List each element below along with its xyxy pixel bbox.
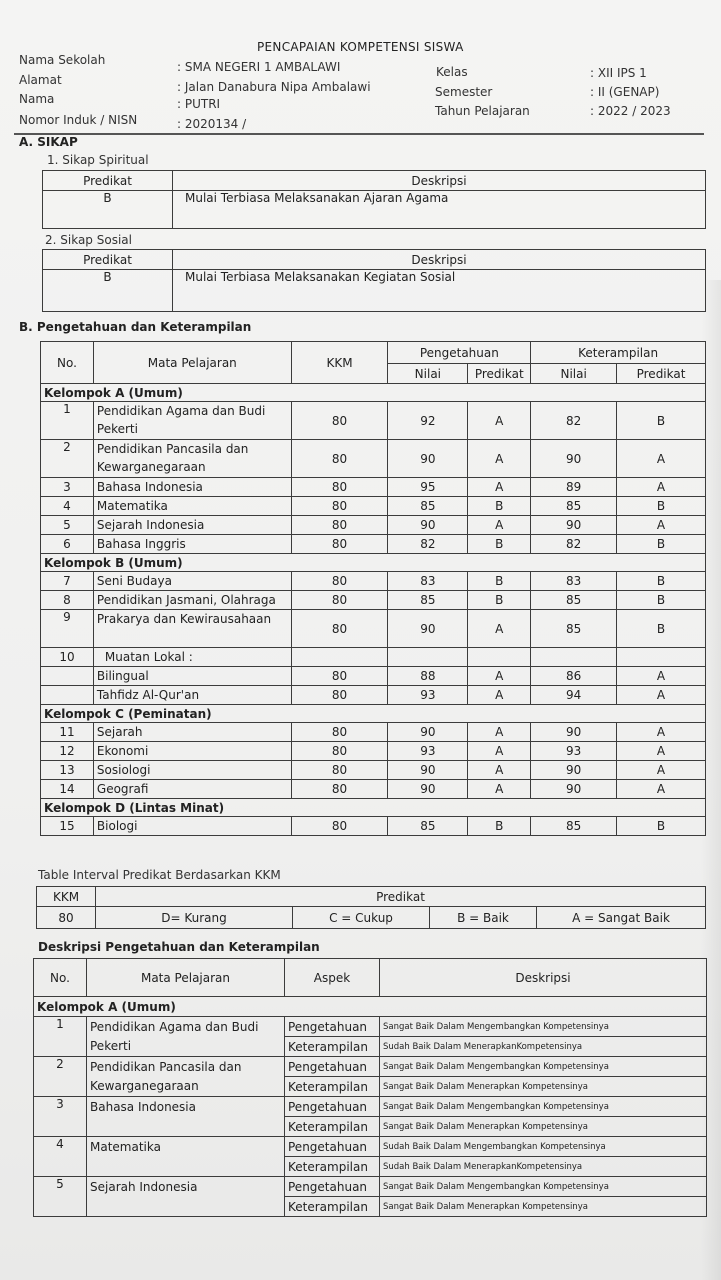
desc-mapel-line2: Pekerti [87,1037,285,1057]
section-pengetahuan-heading: B. Pengetahuan dan Keterampilan [19,320,252,334]
grade-p-nilai: 93 [388,742,468,761]
grade-k-predikat: B [617,817,706,836]
grade-k-nilai: 94 [531,686,617,705]
grade-mapel-line1: Seni Budaya [96,574,172,588]
grade-k-predikat: B [617,610,706,648]
desc-aspek-keterampilan: Keterampilan [285,1157,380,1177]
desc-header-mapel: Mata Pelajaran [87,959,285,997]
grade-k-nilai: 85 [531,497,617,516]
section-sikap-heading: A. SIKAP [19,135,78,149]
grade-mapel [93,817,291,836]
grade-mapel [93,780,291,799]
grade-k-predikat: B [617,572,706,591]
grade-no: 12 [41,742,94,761]
grade-kkm: 80 [291,667,388,686]
grade-k-nilai: 83 [531,572,617,591]
desc-no: 2 [34,1057,87,1097]
grade-mapel [93,572,291,591]
desc-aspek-pengetahuan: Pengetahuan [285,1177,380,1197]
grade-p-nilai [388,648,468,667]
grade-mapel-line1: Pendidikan Jasmani, Olahraga [96,593,276,607]
deskripsi-title: Deskripsi Pengetahuan dan Keterampilan [38,940,320,954]
grade-mapel-line1: Pendidikan Pancasila dan [96,442,249,456]
grade-mapel-line1: Sejarah [96,725,143,739]
grade-mapel-line2: Pekerti [96,422,138,436]
sikap-sosial-table [42,249,706,312]
interval-col-kkm: KKM [37,887,96,907]
desc-mapel-line1: Bahasa Indonesia [87,1097,285,1117]
grade-mapel [93,667,291,686]
grade-no [41,686,94,705]
header-p-predikat: Predikat [468,364,531,384]
grade-k-nilai: 82 [531,402,617,440]
desc-deskripsi-pengetahuan: Sangat Baik Dalam Mengembangkan Kompetensinya [380,1017,707,1037]
grade-row [41,535,706,554]
grade-mapel-line1: Matematika [96,499,168,513]
header-k-nilai: Nilai [531,364,617,384]
grade-no: 15 [41,817,94,836]
desc-header-no: No. [34,959,87,997]
grade-row [41,402,706,440]
grade-p-nilai: 85 [388,817,468,836]
grade-mapel [93,440,291,478]
grade-k-nilai: 93 [531,742,617,761]
grade-p-predikat: A [468,440,531,478]
grade-mapel-line1: Bahasa Inggris [96,537,186,551]
header-keterampilan: Keterampilan [531,342,706,364]
interval-col-predikat: Predikat [96,887,706,907]
group-row: Kelompok D (Lintas Minat) [41,799,706,817]
grade-mapel-line1: Geografi [96,782,149,796]
label-alamat: Alamat [19,73,62,87]
grade-p-nilai: 82 [388,535,468,554]
grade-p-predikat: A [468,667,531,686]
grade-row [41,478,706,497]
desc-mapel-line2 [87,1117,285,1137]
grade-p-nilai: 88 [388,667,468,686]
grade-p-nilai: 95 [388,478,468,497]
grade-k-nilai: 90 [531,723,617,742]
sikap-spiritual-table [42,170,706,229]
sosial-deskripsi: Mulai Terbiasa Melaksanakan Kegiatan Sosial [173,270,706,312]
col-predikat: Predikat [43,250,173,270]
header-kkm: KKM [291,342,388,384]
desc-aspek-keterampilan: Keterampilan [285,1197,380,1217]
grade-mapel [93,723,291,742]
grade-mapel [93,761,291,780]
grade-mapel [93,478,291,497]
deskripsi-table [33,958,707,1217]
desc-aspek-pengetahuan: Pengetahuan [285,1017,380,1037]
grade-k-nilai: 90 [531,516,617,535]
header-mapel: Mata Pelajaran [93,342,291,384]
desc-no: 4 [34,1137,87,1177]
grade-mapel-line1: Bilingual [96,669,149,683]
grade-row [41,742,706,761]
desc-aspek-pengetahuan: Pengetahuan [285,1057,380,1077]
grade-p-predikat: A [468,686,531,705]
grade-p-nilai: 90 [388,723,468,742]
desc-mapel-line2 [87,1197,285,1217]
desc-aspek-pengetahuan: Pengetahuan [285,1097,380,1117]
value-kelas: : XII IPS 1 [590,66,647,80]
grade-kkm: 80 [291,723,388,742]
label-nisn: Nomor Induk / NISN [19,113,138,127]
header-divider [14,133,704,135]
grade-k-predikat [617,648,706,667]
desc-aspek-keterampilan: Keterampilan [285,1117,380,1137]
grade-kkm: 80 [291,817,388,836]
grade-k-predikat: B [617,497,706,516]
grade-k-nilai: 85 [531,817,617,836]
grades-body [41,384,706,836]
grade-k-predikat: B [617,591,706,610]
grade-mapel-line1: Sejarah Indonesia [96,518,205,532]
label-semester: Semester [435,85,493,99]
grade-k-predikat: A [617,440,706,478]
value-alamat: : Jalan Danabura Nipa Ambalawi [177,80,371,94]
grade-k-predikat: A [617,478,706,497]
grade-row [41,572,706,591]
grade-mapel-line1: Sosiologi [96,763,151,777]
grade-mapel-line1: Biologi [96,819,138,833]
grade-row [41,761,706,780]
grade-k-nilai: 85 [531,610,617,648]
grade-row [41,686,706,705]
grade-k-nilai: 85 [531,591,617,610]
grades-table [40,341,706,836]
grade-p-nilai: 93 [388,686,468,705]
grade-k-predikat: A [617,516,706,535]
grade-mapel [93,648,291,667]
grade-k-nilai: 90 [531,780,617,799]
grade-kkm: 80 [291,402,388,440]
grade-p-nilai: 90 [388,761,468,780]
grade-mapel-line1: Bahasa Indonesia [96,480,203,494]
value-nama: : PUTRI [177,97,221,111]
sikap-sosial-label: 2. Sikap Sosial [45,233,132,247]
desc-aspek-pengetahuan: Pengetahuan [285,1137,380,1157]
grade-row [41,440,706,478]
desc-mapel-line1: Sejarah Indonesia [87,1177,285,1197]
grade-mapel-line1: Muatan Lokal : [104,650,193,664]
desc-deskripsi-pengetahuan: Sangat Baik Dalam Mengembangkan Kompetensinya [380,1177,707,1197]
group-row: Kelompok A (Umum) [41,384,706,402]
grade-p-predikat [468,648,531,667]
grade-p-predikat: A [468,761,531,780]
col-deskripsi: Deskripsi [173,171,706,191]
grade-p-nilai: 92 [388,402,468,440]
grade-p-predikat: B [468,572,531,591]
label-kelas: Kelas [436,65,468,79]
grade-k-nilai: 90 [531,761,617,780]
grade-no: 14 [41,780,94,799]
grade-mapel [93,516,291,535]
grade-p-predikat: A [468,780,531,799]
desc-deskripsi-keterampilan: Sangat Baik Dalam Menerapkan Kompetensinya [380,1197,707,1217]
desc-mapel-line1: Pendidikan Pancasila dan [87,1057,285,1077]
grade-p-predikat: A [468,610,531,648]
grade-no: 7 [41,572,94,591]
grade-p-predikat: B [468,817,531,836]
interval-a: A = Sangat Baik [537,907,706,929]
grade-k-predikat: B [617,535,706,554]
grade-kkm: 80 [291,572,388,591]
grade-row [41,723,706,742]
grade-k-nilai: 89 [531,478,617,497]
desc-mapel-line1: Matematika [87,1137,285,1157]
value-nama-sekolah: : SMA NEGERI 1 AMBALAWI [177,60,341,74]
grade-p-predikat: A [468,723,531,742]
grade-kkm: 80 [291,516,388,535]
grade-kkm: 80 [291,535,388,554]
grade-p-predikat: B [468,591,531,610]
grade-row [41,516,706,535]
grade-mapel-line2: Kewarganegaraan [96,460,206,474]
grade-row [41,648,706,667]
header-k-predikat: Predikat [617,364,706,384]
interval-table [36,886,706,929]
grade-k-predikat: A [617,667,706,686]
grade-k-nilai: 82 [531,535,617,554]
sosial-predikat: B [43,270,173,312]
grade-p-nilai: 90 [388,440,468,478]
label-nama-sekolah: Nama Sekolah [19,53,106,67]
header-pengetahuan: Pengetahuan [388,342,531,364]
grade-p-nilai: 85 [388,591,468,610]
grade-no: 3 [41,478,94,497]
grade-row [41,497,706,516]
grade-p-nilai: 85 [388,497,468,516]
grade-k-predikat: A [617,780,706,799]
grade-no: 13 [41,761,94,780]
grade-no: 8 [41,591,94,610]
grade-no: 1 [41,402,94,440]
desc-deskripsi-pengetahuan: Sudah Baik Dalam Mengembangkan Kompetensinya [380,1137,707,1157]
col-predikat: Predikat [43,171,173,191]
grade-p-predikat: A [468,478,531,497]
value-nisn: : 2020134 / [177,117,247,131]
grade-no: 2 [41,440,94,478]
header-p-nilai: Nilai [388,364,468,384]
grade-mapel [93,497,291,516]
grade-no: 4 [41,497,94,516]
grade-mapel [93,686,291,705]
grade-no [41,667,94,686]
desc-group-row: Kelompok A (Umum) [34,997,707,1017]
grade-no: 5 [41,516,94,535]
desc-deskripsi-keterampilan: Sangat Baik Dalam Menerapkan Kompetensinya [380,1077,707,1097]
grade-p-nilai: 90 [388,516,468,535]
grade-p-predikat: A [468,742,531,761]
value-tahun: : 2022 / 2023 [590,104,671,118]
label-nama: Nama [19,92,55,106]
interval-c: C = Cukup [293,907,430,929]
grade-kkm: 80 [291,591,388,610]
header-no: No. [41,342,94,384]
desc-deskripsi-pengetahuan: Sangat Baik Dalam Mengembangkan Kompetensinya [380,1097,707,1117]
grade-row [41,610,706,648]
grade-mapel [93,535,291,554]
grade-kkm: 80 [291,610,388,648]
grade-kkm: 80 [291,686,388,705]
desc-header-aspek: Aspek [285,959,380,997]
desc-deskripsi-keterampilan: Sangat Baik Dalam Menerapkan Kompetensinya [380,1117,707,1137]
grade-kkm: 80 [291,761,388,780]
desc-no: 1 [34,1017,87,1057]
grade-row [41,780,706,799]
grade-mapel-line1: Prakarya dan Kewirausahaan [96,612,272,626]
desc-deskripsi-keterampilan: Sudah Baik Dalam MenerapkanKompetensinya [380,1037,707,1057]
desc-mapel-line1: Pendidikan Agama dan Budi [87,1017,285,1037]
desc-deskripsi-pengetahuan: Sangat Baik Dalam Mengembangkan Kompetensinya [380,1057,707,1077]
grade-no: 9 [41,610,94,648]
grade-row [41,667,706,686]
grade-kkm: 80 [291,478,388,497]
grade-p-predikat: A [468,402,531,440]
spiritual-deskripsi: Mulai Terbiasa Melaksanakan Ajaran Agama [173,191,706,229]
desc-no: 3 [34,1097,87,1137]
desc-deskripsi-keterampilan: Sudah Baik Dalam MenerapkanKompetensinya [380,1157,707,1177]
grade-mapel [93,742,291,761]
desc-mapel-line2 [87,1157,285,1177]
grade-no: 10 [41,648,94,667]
interval-d: D= Kurang [96,907,293,929]
grade-k-predikat: A [617,723,706,742]
grade-kkm: 80 [291,742,388,761]
grade-no: 11 [41,723,94,742]
grade-mapel-line1: Ekonomi [96,744,149,758]
desc-aspek-keterampilan: Keterampilan [285,1037,380,1057]
page-title: PENCAPAIAN KOMPETENSI SISWA [257,40,464,54]
grade-mapel-line1: Pendidikan Agama dan Budi [96,404,266,418]
desc-body [34,1017,707,1217]
grade-mapel [93,402,291,440]
grade-p-predikat: A [468,516,531,535]
grade-p-nilai: 83 [388,572,468,591]
grade-no: 6 [41,535,94,554]
label-tahun: Tahun Pelajaran [435,104,530,118]
interval-title: Table Interval Predikat Berdasarkan KKM [38,868,281,882]
spiritual-predikat: B [43,191,173,229]
col-deskripsi: Deskripsi [173,250,706,270]
group-row: Kelompok B (Umum) [41,554,706,572]
grade-kkm: 80 [291,497,388,516]
grade-k-nilai [531,648,617,667]
desc-aspek-keterampilan: Keterampilan [285,1077,380,1097]
grade-p-nilai: 90 [388,780,468,799]
grade-k-predikat: A [617,742,706,761]
desc-no: 5 [34,1177,87,1217]
grade-p-predikat: B [468,535,531,554]
grade-kkm [291,648,388,667]
grade-kkm: 80 [291,780,388,799]
grade-mapel [93,591,291,610]
grade-mapel-line1: Tahfidz Al-Qur'an [96,688,200,702]
desc-mapel-line2: Kewarganegaraan [87,1077,285,1097]
grade-k-nilai: 86 [531,667,617,686]
grade-p-predikat: B [468,497,531,516]
grade-kkm: 80 [291,440,388,478]
interval-kkm: 80 [37,907,96,929]
grade-k-predikat: A [617,686,706,705]
interval-b: B = Baik [430,907,537,929]
grade-k-predikat: B [617,402,706,440]
grade-p-nilai: 90 [388,610,468,648]
desc-header-deskripsi: Deskripsi [380,959,707,997]
grade-k-nilai: 90 [531,440,617,478]
group-row: Kelompok C (Peminatan) [41,705,706,723]
sikap-spiritual-label: 1. Sikap Spiritual [47,153,149,167]
grade-row [41,817,706,836]
grade-mapel [93,610,291,648]
photo-shadow [701,280,721,1280]
grade-row [41,591,706,610]
grade-k-predikat: A [617,761,706,780]
value-semester: : II (GENAP) [590,85,660,99]
